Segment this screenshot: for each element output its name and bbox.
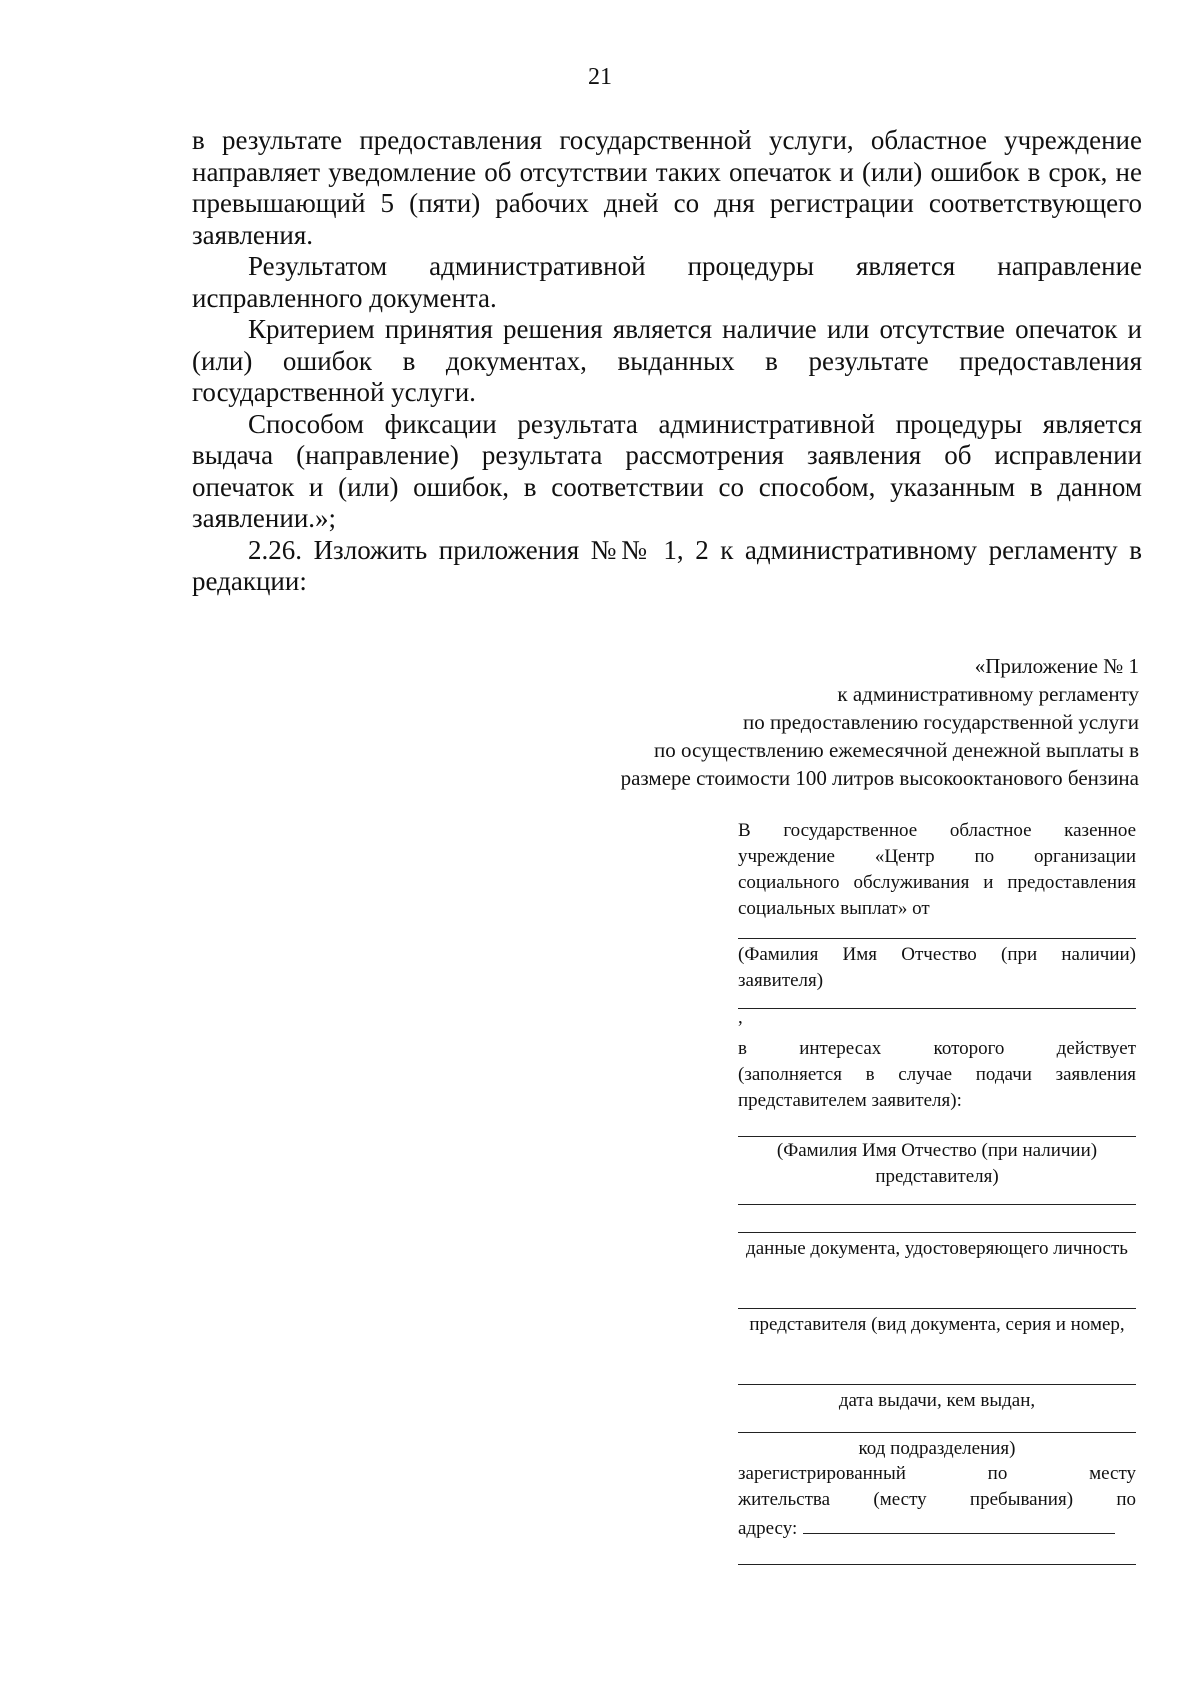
appendix-title: «Приложение № 1 xyxy=(974,654,1139,678)
issue-date-caption: дата выдачи, кем выдан, xyxy=(838,1390,1036,1411)
paragraph-result-notice: в результате предоставления государственной услуги, областное учреждение направляет уведомление об отсутствии таких опечаток и (или) ошибок в срок, не превышающий 5 (пяти) рабочих дней со дня регистрации соответствующего заявления. xyxy=(192,125,1142,250)
paragraph-amendment: 2.26. Изложить приложения №№ 1, 2 к административному регламенту в редакции: xyxy=(192,534,1142,596)
address-label: адресу: xyxy=(738,1518,798,1539)
registered-line-2: жительства (месту пребывания) по xyxy=(738,1489,1136,1510)
appendix-line-4: по осуществлению ежемесячной денежной выплаты в xyxy=(654,738,1139,762)
appendix-header xyxy=(439,652,1139,792)
appendix-line-3: по предоставлению государственной услуги xyxy=(743,710,1139,734)
applicant-name-caption: (Фамилия Имя Отчество (при наличии) заявителя) xyxy=(738,944,1136,991)
address-extra-line xyxy=(738,1564,1136,1565)
representative-extra-line xyxy=(738,1204,1136,1205)
representative-doc-line xyxy=(738,1308,1136,1309)
interests-line: в интересах которого действует xyxy=(738,1038,1136,1059)
division-code-caption: код подразделения) xyxy=(858,1438,1016,1459)
applicant-name-line xyxy=(738,938,1136,939)
page-number: 21 xyxy=(588,64,612,90)
paragraph-fixation-method: Способом фиксации результата административной процедуры является выдача (направление) результата рассмотрения заявления об исправлении опечаток и (или) ошибок, в соответствии со способом, указанным в данном заявлении.»; xyxy=(192,408,1142,533)
registered-line-1: зарегистрированный по месту xyxy=(738,1463,1136,1484)
body-text xyxy=(192,125,1142,598)
comma-mark: , xyxy=(738,1007,743,1028)
appendix-line-2: к административному регламенту xyxy=(837,682,1139,706)
representative-name-line xyxy=(738,1136,1136,1137)
appendix-line-5: размере стоимости 100 литров высокооктанового бензина xyxy=(620,766,1139,790)
address-row xyxy=(738,1513,1136,1542)
representative-doc-caption: представителя (вид документа, серия и номер, xyxy=(749,1314,1125,1335)
interests-note: (заполняется в случае подачи заявления представителем заявителя): xyxy=(738,1064,1136,1111)
form-addressee: В государственное областное казенное учреждение «Центр по организации социального обслуживания и предоставления социальных выплат» от xyxy=(738,820,1136,919)
paragraph-procedure-result: Результатом административной процедуры является направление исправленного документа. xyxy=(192,251,1142,313)
representative-name-caption: (Фамилия Имя Отчество (при наличии) представителя) xyxy=(776,1140,1098,1187)
id-document-line xyxy=(738,1232,1136,1233)
issue-date-line xyxy=(738,1384,1136,1385)
id-document-caption: данные документа, удостоверяющего личность xyxy=(746,1238,1128,1259)
division-code-line xyxy=(738,1432,1136,1433)
address-field-line xyxy=(803,1513,1115,1534)
paragraph-decision-criterion: Критерием принятия решения является наличие или отсутствие опечаток и (или) ошибок в документах, выданных в результате предоставления государственной услуги. xyxy=(192,314,1142,407)
